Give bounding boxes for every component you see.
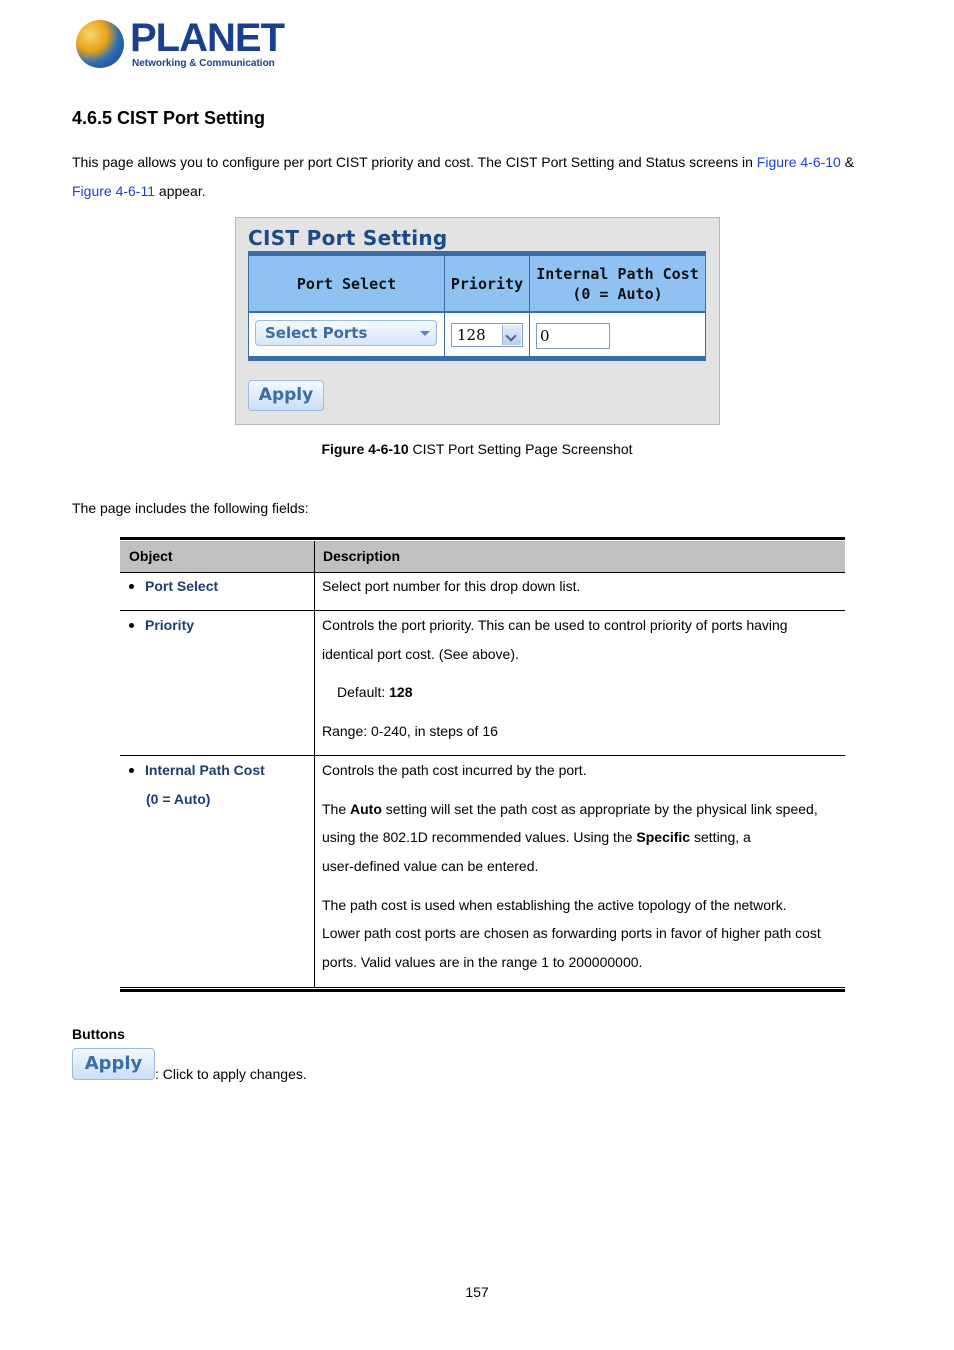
priority-cell — [445, 311, 530, 356]
chevron-down-icon — [420, 331, 430, 336]
table-column-divider — [314, 541, 315, 988]
intro-line-1 — [72, 152, 854, 172]
caption-figure-number: Figure 4-6-10 — [321, 441, 409, 457]
table-row-priority — [129, 611, 194, 640]
desc-cost-1: Controls the path cost incurred by the port. — [322, 762, 587, 778]
fields-intro: The page includes the following fields: — [72, 500, 309, 516]
desc-text: setting will set the path cost as appropriate by the physical link speed, — [381, 801, 818, 817]
caption-text: CIST Port Setting Page Screenshot — [408, 441, 633, 457]
section-heading: 4.6.5 CIST Port Setting — [72, 108, 266, 128]
chevron-down-icon — [502, 325, 521, 345]
screenshot-title: CIST Port Setting — [248, 226, 448, 250]
desc-port-select: Select port number for this drop down list. — [322, 578, 581, 594]
col-port-select-label: Port Select — [296, 274, 397, 293]
logo-brand: PLANET — [130, 16, 284, 60]
internal-path-cost-input[interactable]: 0 — [536, 323, 610, 349]
figure-link-4-6-11[interactable]: Figure 4-6-11 — [72, 183, 156, 199]
logo-tagline: Networking & Communication — [132, 58, 275, 69]
apply-button-description: : Click to apply changes. — [155, 1066, 307, 1082]
table-row-port-select — [129, 572, 218, 601]
planet-logo — [76, 16, 284, 74]
col-internal-path-cost — [530, 256, 705, 311]
default-label: Default: — [337, 684, 390, 700]
default-value: 128 — [389, 684, 413, 700]
page-number: 157 — [465, 1284, 489, 1300]
header-description: Description — [323, 548, 401, 564]
desc-cost-3 — [322, 823, 751, 852]
buttons-heading: Buttons — [72, 1026, 125, 1042]
port-select-cell — [249, 311, 445, 356]
col-priority-label: Priority — [450, 274, 524, 293]
desc-text: setting, a — [690, 829, 751, 845]
figure-link-4-6-10[interactable]: Figure 4-6-10 — [756, 154, 841, 170]
table-top-rule — [120, 537, 845, 540]
col-priority — [445, 256, 530, 311]
col-cost-label-2: (0 = Auto) — [572, 284, 663, 303]
port-setting-table — [248, 251, 706, 361]
intro-appear: appear. — [155, 183, 206, 199]
desc-cost-7: ports. Valid values are in the range 1 to 200000000. — [322, 954, 643, 970]
desc-bold-auto: Auto — [350, 801, 382, 817]
table-bottom-rule-thick — [120, 989, 845, 992]
port-select-dropdown[interactable] — [255, 320, 437, 346]
desc-priority-1: Controls the port priority. This can be used to control priority of ports having — [322, 617, 788, 633]
desc-cost-2 — [322, 795, 818, 824]
desc-cost-4: user-defined value can be entered. — [322, 858, 539, 874]
cost-cell — [530, 311, 705, 356]
port-select-value: Select Ports — [265, 324, 368, 342]
col-cost-label-1: Internal Path Cost — [536, 264, 699, 283]
desc-priority-2: identical port cost. (See above). — [322, 646, 519, 662]
table-row-internal-path-cost — [129, 756, 265, 785]
intro-text: This page allows you to configure per port CIST priority and cost. The CIST Port Setting and Status screens in — [72, 154, 757, 170]
desc-text: The — [322, 801, 351, 817]
desc-text: using the 802.1D recommended values. Using the — [322, 829, 637, 845]
desc-bold-specific: Specific — [636, 829, 691, 845]
screenshot-apply-button[interactable]: Apply — [248, 380, 324, 411]
header-object: Object — [129, 548, 173, 564]
apply-button[interactable]: Apply — [72, 1048, 155, 1080]
table-bottom-rule — [120, 987, 845, 988]
object-internal-path-cost-note: (0 = Auto) — [146, 791, 211, 807]
object-port-select: Port Select — [145, 578, 219, 594]
figure-caption — [0, 441, 954, 457]
bullet-icon — [129, 768, 134, 773]
priority-value: 128 — [457, 326, 486, 344]
object-internal-path-cost: Internal Path Cost — [145, 762, 265, 778]
desc-cost-6: Lower path cost ports are chosen as forwarding ports in favor of higher path cost — [322, 925, 821, 941]
intro-ampersand: & — [840, 154, 855, 170]
desc-priority-default — [337, 678, 413, 707]
bullet-icon — [129, 584, 134, 589]
object-priority: Priority — [145, 617, 195, 633]
col-port-select — [249, 256, 445, 311]
priority-select[interactable] — [451, 323, 523, 347]
globe-icon — [76, 20, 124, 68]
desc-priority-range: Range: 0-240, in steps of 16 — [322, 723, 498, 739]
desc-cost-5: The path cost is used when establishing the active topology of the network. — [322, 897, 787, 913]
fields-table — [120, 537, 845, 993]
intro-line-2 — [72, 181, 206, 201]
table-header-row — [120, 541, 845, 572]
cist-port-setting-screenshot — [235, 217, 720, 425]
bullet-icon — [129, 623, 134, 628]
